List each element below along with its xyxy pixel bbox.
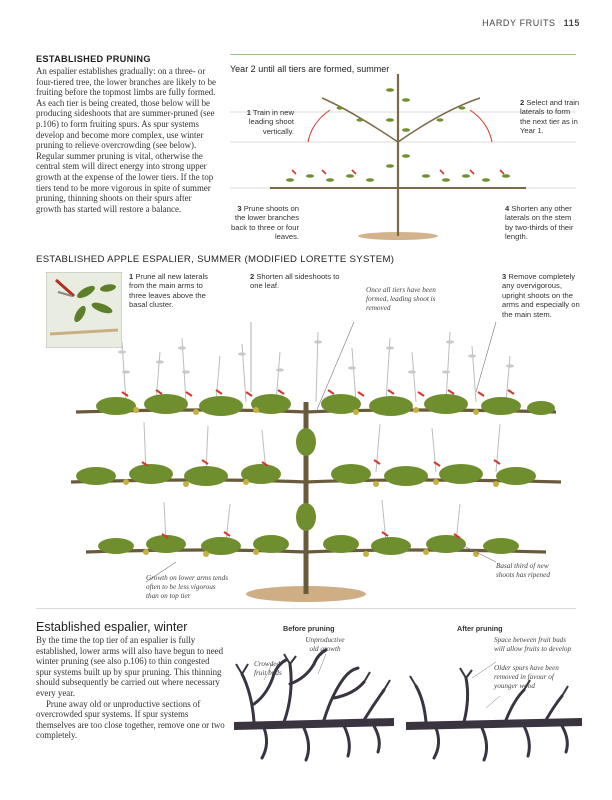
established-pruning-text: An espalier establishes gradually: on a three- or four-tiered tree, the lower branches are likely to be fruiting before the topmost limbs are fully formed. As each tier is being created, those below will be producing sideshoots that are summer-pruned (see p.106) to form fruiting spurs. As spur systems develop and become more complex, use winter pruning to relieve overcrowding (see below). Regular summer pruning is vital, otherwise the central stem will direct energy into strong upper growth at the expense of the lower tiers. If the top tiers tend to be more vigorous in spite of summer pruning, thinning shoots on their spurs after growth has started will restore a balance. bbox=[36, 66, 216, 214]
year2-figure-title: Year 2 until all tiers are formed, summer bbox=[230, 64, 390, 74]
unproductive-growth-label: Unproductive old growth bbox=[305, 636, 345, 653]
leading-shoot-note: Once all tiers have been formed, leading shoot is removed bbox=[366, 286, 436, 312]
running-header bbox=[482, 18, 580, 28]
lower-arms-note: Growth on lower arms tends often to be less vigorous than on top tier bbox=[146, 574, 228, 600]
lorette-note-1: 1 Prune all new laterals from the main arms to three leaves above the basal cluster. bbox=[129, 272, 208, 310]
year2-note-4: 4 Shorten any other laterals on the stem by two-thirds of their length. bbox=[505, 204, 574, 242]
section-title: HARDY FRUITS bbox=[482, 18, 556, 28]
page-number: 115 bbox=[563, 18, 580, 28]
lorette-note-3: 3 Remove completely any overvigorous, upright shoots on the arms and especially on the main stem. bbox=[502, 272, 580, 319]
established-pruning-heading: ESTABLISHED PRUNING bbox=[36, 54, 151, 64]
basal-third-note: Basal third of new shoots has ripened bbox=[496, 562, 550, 579]
crowded-fruit-buds-label: Crowded fruit buds bbox=[254, 660, 282, 677]
lorette-heading: ESTABLISHED APPLE ESPALIER, SUMMER (MODIFIED LORETTE SYSTEM) bbox=[36, 254, 395, 265]
year2-note-2: 2 Select and train laterals to form the next tier as in Year 1. bbox=[520, 98, 580, 136]
winter-heading: Established espalier, winter bbox=[36, 620, 188, 634]
older-spurs-label: Older spurs have been removed in favour of younger wood bbox=[494, 664, 559, 690]
figure-top-rule bbox=[230, 54, 576, 55]
after-pruning-title: After pruning bbox=[457, 624, 503, 633]
winter-text: By the time the top tier of an espalier is fully established, lower arms will also have begun to need winter pruning (see also p.106) to thin congested spur systems built up by spur pruning. This thinning should subsequently be carried out where necessary every year. Prune away old or unproductive sections of overcrowded spur systems. If spur systems themselves are too close together, remove one or two completely. bbox=[36, 635, 225, 741]
lorette-note-2: 2 Shorten all sideshoots to one leaf. bbox=[250, 272, 340, 291]
before-pruning-title: Before pruning bbox=[283, 624, 335, 633]
year2-note-3: 3 Prune shoots on the lower branches back to three or four leaves. bbox=[231, 204, 299, 242]
section-divider bbox=[36, 608, 576, 609]
space-between-buds-label: Space between fruit buds will allow fruits to develop bbox=[494, 636, 572, 653]
year2-note-1: 1 Train in new leading shoot vertically. bbox=[246, 108, 294, 136]
